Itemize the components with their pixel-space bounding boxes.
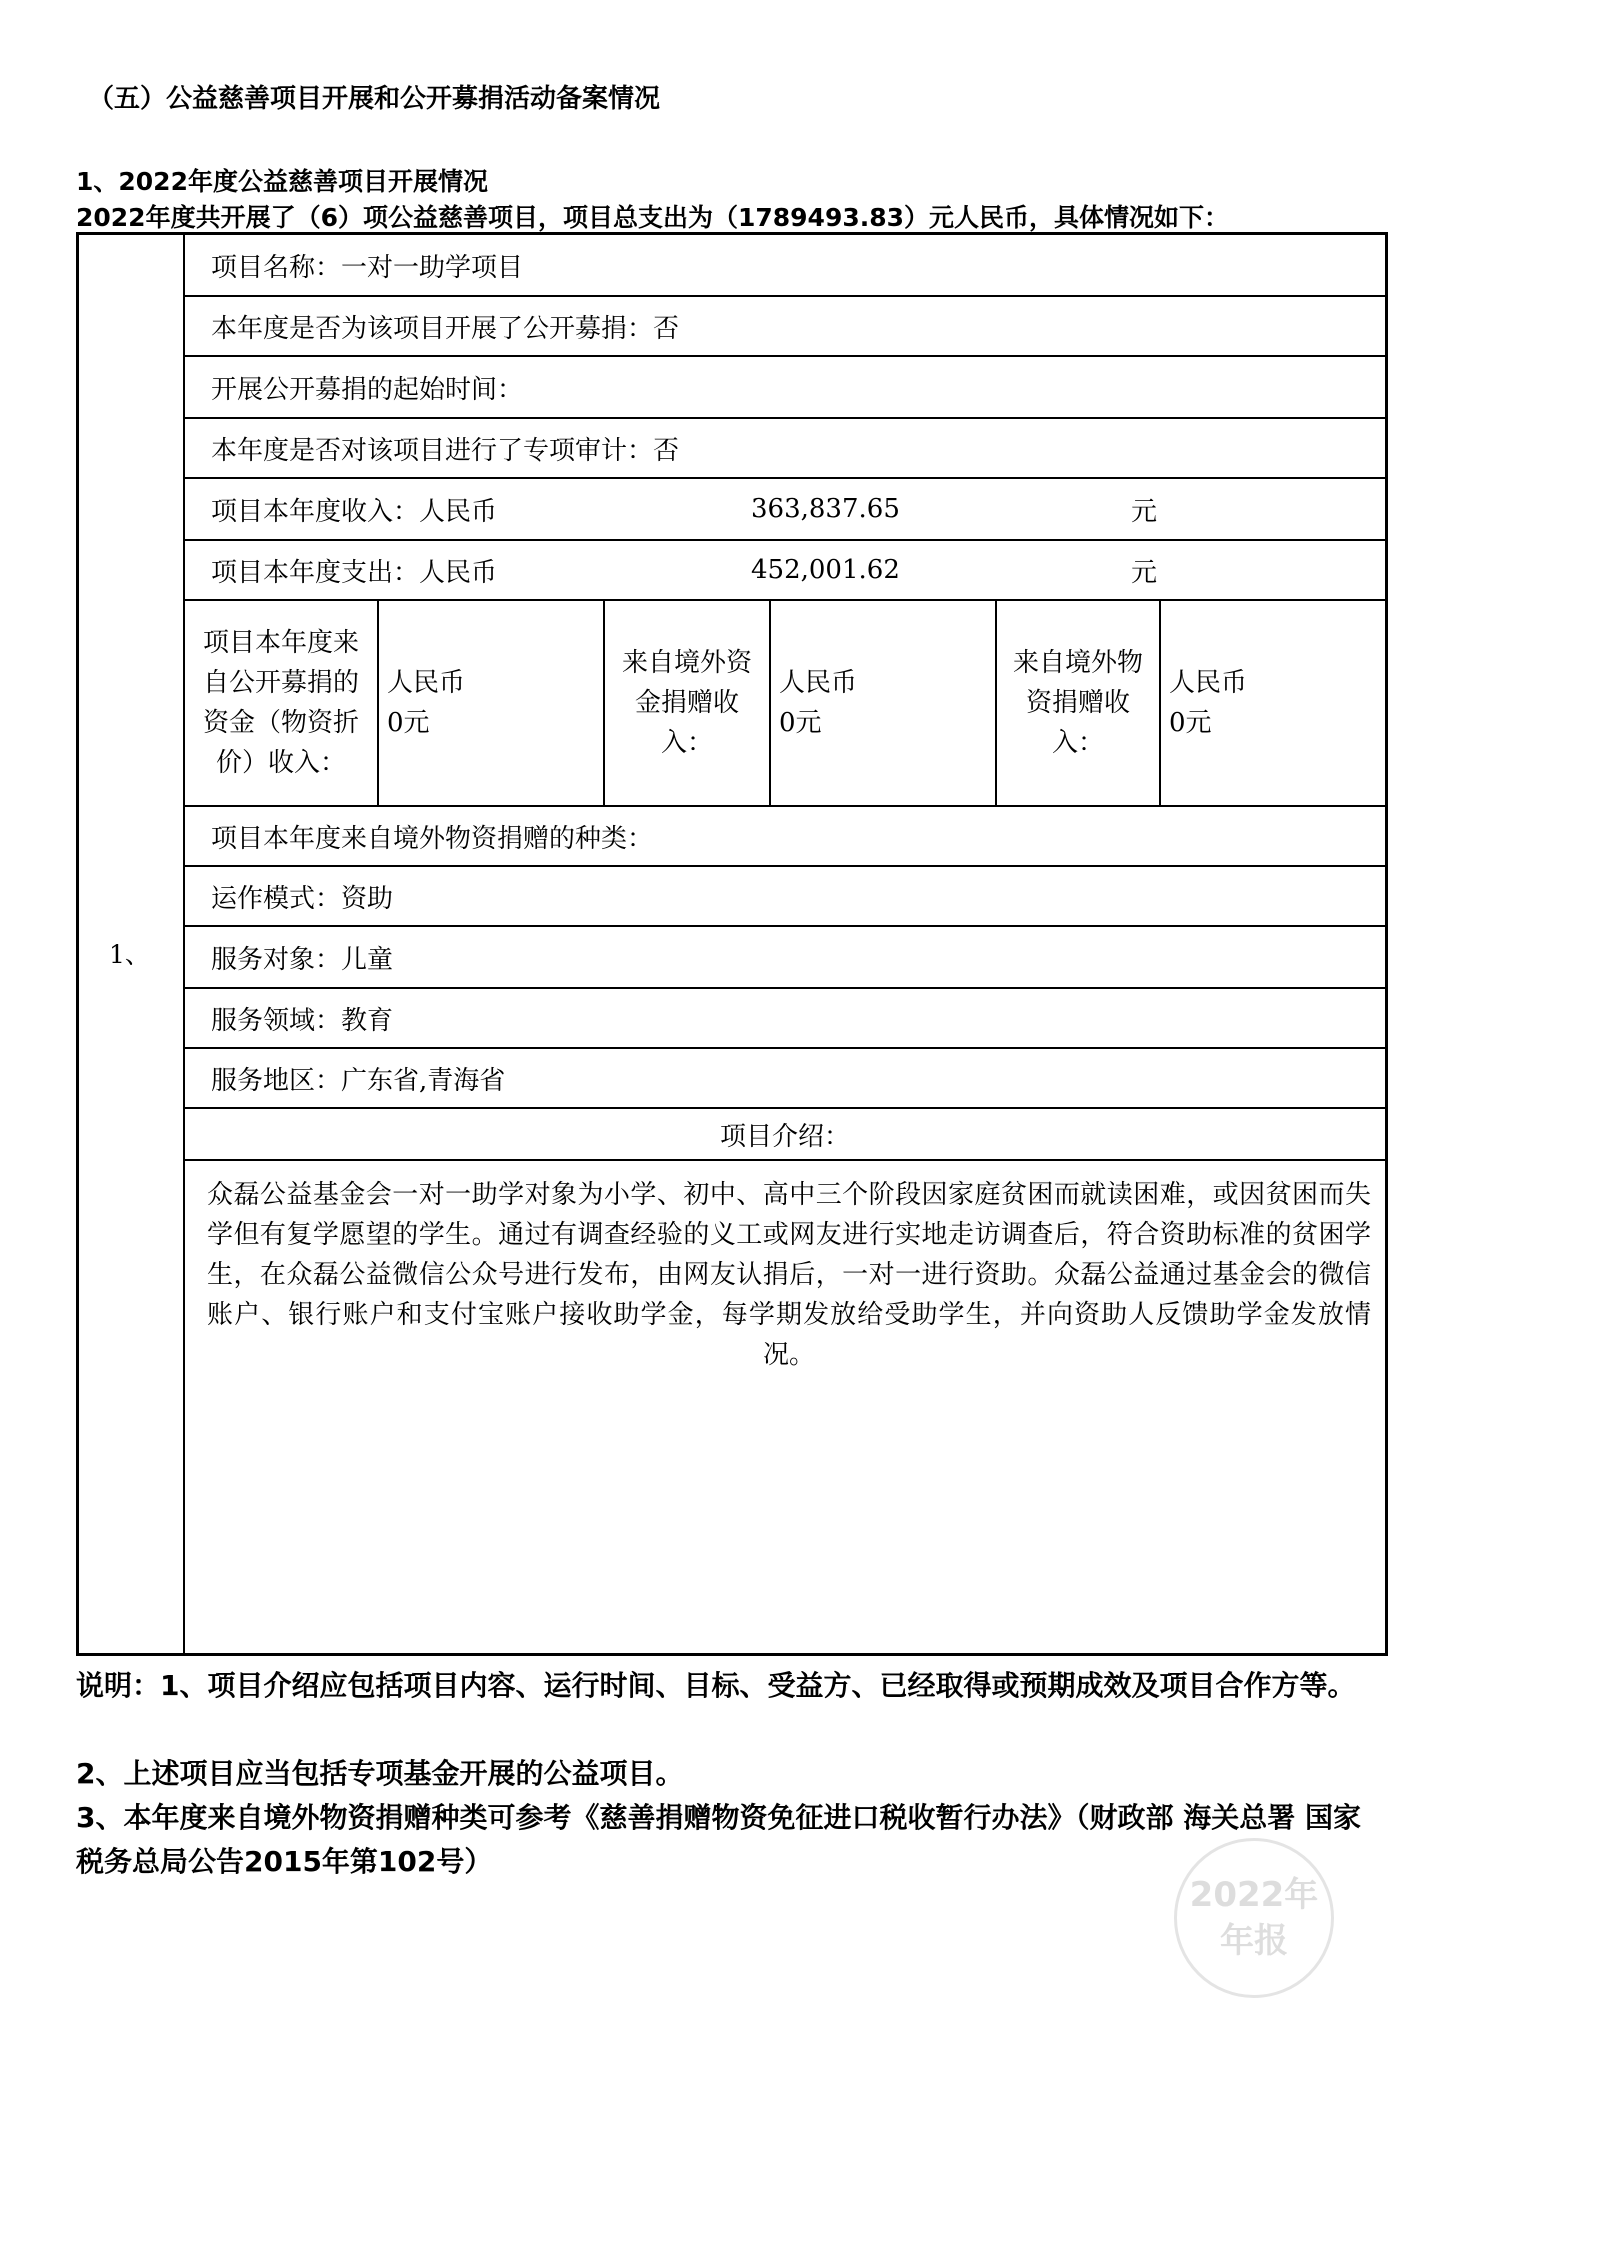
service-field: 服务领域：教育 [211,1005,394,1036]
special-audit-row [185,419,1385,479]
intro-title: 项目介绍： [185,1109,1385,1161]
project-details [185,235,1385,1653]
project-table [76,232,1388,1656]
overseas-goods-value-cell [1161,601,1385,805]
project-index: 1、 [109,940,150,969]
note-3: 3、本年度来自境外物资捐赠种类可参考《慈善捐赠物资免征进口税收暂行办法》（财政部 海关总署 国家税务总局公告2015年第102号） [76,1801,1361,1878]
overseas-funds-currency: 人民币 [779,668,858,698]
expense-label: 项目本年度支出：人民币 [211,557,498,588]
service-field-row [185,989,1385,1049]
fundraising-start-row [185,357,1385,419]
income-value: 363,837.65 [751,494,900,524]
overseas-funds-label: 来自境外资金捐赠收入： [621,648,752,758]
public-fundraising-row [185,297,1385,357]
overseas-funds-amount: 0元 [779,708,822,738]
special-audit: 本年度是否对该项目进行了专项审计：否 [211,435,680,466]
public-funds-label-cell [185,601,379,805]
annual-report-stamp [1174,1838,1334,1998]
overseas-goods-label-cell [997,601,1161,805]
overseas-goods-types-row [185,807,1385,867]
project-name-row [185,235,1385,297]
overseas-funds-value-cell [771,601,997,805]
overseas-goods-label: 来自境外物资捐赠收入： [1012,648,1143,758]
overseas-goods-currency: 人民币 [1169,668,1248,698]
public-funds-amount: 0元 [387,708,430,738]
overseas-goods-types: 项目本年度来自境外物资捐赠的种类： [211,823,654,854]
public-fundraising: 本年度是否为该项目开展了公开募捐：否 [211,313,680,344]
income-unit: 元 [1131,496,1158,527]
expense-unit: 元 [1131,557,1158,588]
public-funds-currency: 人民币 [387,668,466,698]
summary-line: 2022年度共开展了（6）项公益慈善项目，项目总支出为（1789493.83）元人民币，具体情况如下： [76,203,1230,232]
service-target-row [185,927,1385,989]
intro-text: 众磊公益基金会一对一助学对象为小学、初中、高中三个阶段因家庭贫困而就读困难，或因贫困而失学但有复学愿望的学生。通过有调查经验的义工或网友进行实地走访调查后，符合资助标准的贫困学生，在众磊公益微信公众号进行发布，由网友认捐后，一对一进行资助。众磊公益通过基金会的微信账户、银行账户和支付宝账户接收助学金，每学期发放给受助学生，并向资助人反馈助学金发放情况。 [207,1180,1371,1370]
stamp-line-1: 2022年 [1189,1875,1319,1915]
funds-breakdown-row [185,601,1385,807]
service-target: 服务对象：儿童 [211,944,394,975]
income-label: 项目本年度收入：人民币 [211,496,498,527]
project-name: 项目名称：一对一助学项目 [211,252,524,283]
overseas-goods-amount: 0元 [1169,708,1212,738]
overseas-funds-label-cell [605,601,771,805]
operation-mode: 运作模式：资助 [211,883,394,914]
expense-value: 452,001.62 [751,555,900,585]
expense-row [185,541,1385,601]
stamp-line-2: 年报 [1220,1921,1288,1961]
fundraising-start: 开展公开募捐的起始时间： [211,374,524,405]
note-2: 2、上述项目应当包括专项基金开展的公益项目。 [76,1757,684,1790]
project-index-column [79,235,185,1653]
service-region-row [185,1049,1385,1109]
section-heading: （五）公益慈善项目开展和公开募捐活动备案情况 [88,84,661,114]
income-row [185,479,1385,541]
service-region: 服务地区：广东省,青海省 [211,1065,506,1096]
operation-mode-row [185,867,1385,927]
subheading: 1、2022年度公益慈善项目开展情况 [76,167,488,196]
note-1: 说明：1、项目介绍应包括项目内容、运行时间、目标、受益方、已经取得或预期成效及项目合作方等。 [76,1669,1356,1702]
public-funds-label: 项目本年度来自公开募捐的资金（物资折价）收入： [202,628,359,778]
public-funds-value-cell [379,601,605,805]
